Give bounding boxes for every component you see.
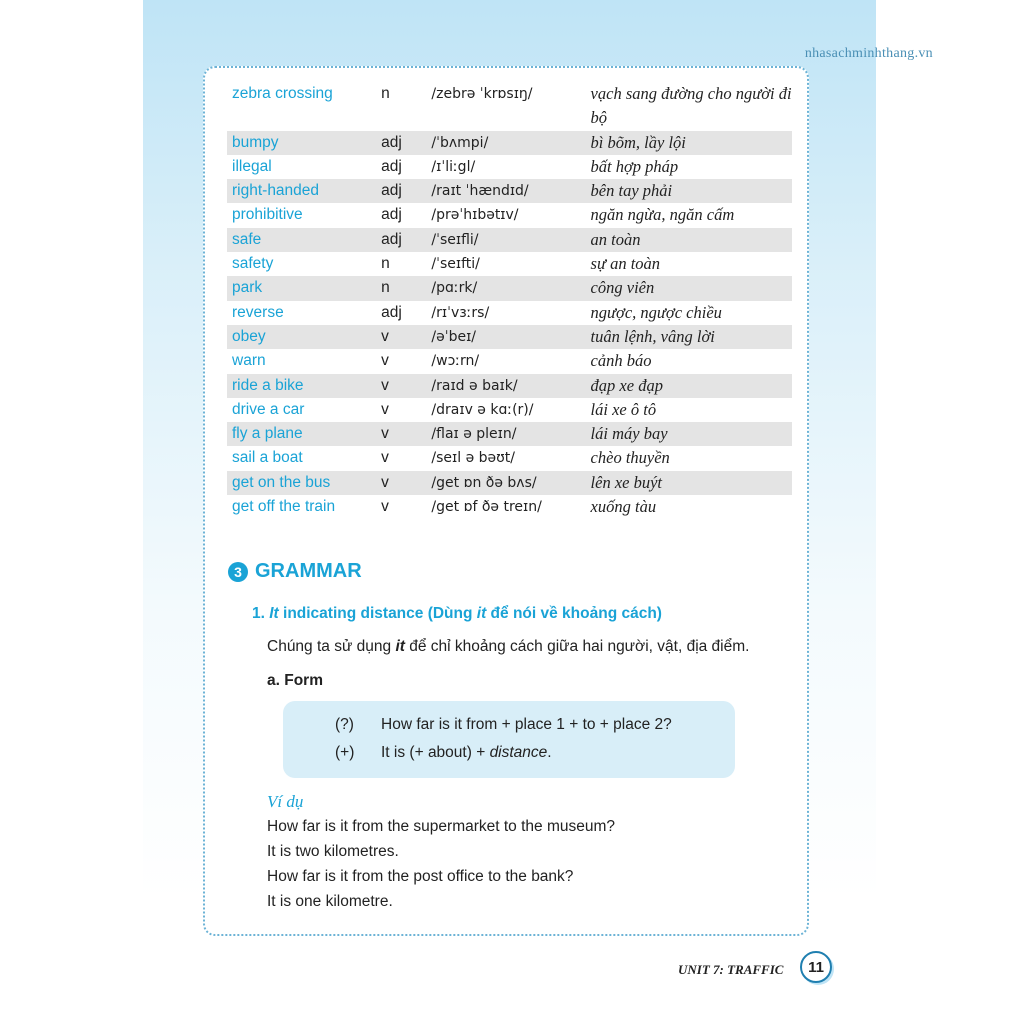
vocab-meaning: sự an toàn xyxy=(590,254,661,274)
vocab-part-of-speech: v xyxy=(381,352,389,370)
vocab-word: bumpy xyxy=(227,131,381,155)
vocab-row xyxy=(227,179,792,203)
vocab-row xyxy=(227,471,792,495)
footer-unit-label: UNIT 7: TRAFFIC xyxy=(678,962,784,977)
vocab-meaning: công viên xyxy=(591,276,792,300)
form-heading: a. Form xyxy=(267,672,323,689)
form-answer-row: (+) It is (+ about) + distance. xyxy=(335,744,552,761)
form-question-row: (?) How far is it from + place 1 + to + place 2? xyxy=(335,716,672,733)
vocab-part-of-speech: adj xyxy=(381,179,431,203)
vocab-ipa: /get ɒn ðə bʌs/ xyxy=(431,471,590,495)
vocab-meaning: cảnh báo xyxy=(590,351,652,371)
vocab-ipa: /wɔːrn/ xyxy=(431,353,480,370)
vocab-row xyxy=(227,155,792,179)
vocabulary-table xyxy=(227,82,792,519)
vocab-part-of-speech: v xyxy=(381,449,389,467)
vocab-row xyxy=(227,131,792,155)
vocab-meaning: bất hợp pháp xyxy=(590,156,679,176)
vocab-ipa: /get ɒf ðə treɪn/ xyxy=(431,499,542,516)
vocab-part-of-speech: adj xyxy=(381,131,431,155)
vocab-row xyxy=(227,82,792,131)
vocab-part-of-speech: v xyxy=(381,422,431,446)
section-grammar-title xyxy=(228,560,362,583)
vocab-part-of-speech: adj xyxy=(381,303,402,321)
form-box xyxy=(283,701,735,778)
vocab-row xyxy=(227,398,792,422)
vocab-row xyxy=(227,349,792,373)
intro-text: Chúng ta sử dụng it để chỉ khoảng cách giữa hai người, vật, địa điểm. xyxy=(267,638,750,655)
vocab-word: prohibitive xyxy=(232,206,303,224)
vocab-word: obey xyxy=(227,325,381,349)
example-line: It is two kilometres. xyxy=(267,843,399,860)
vocab-part-of-speech: v xyxy=(381,325,431,349)
vocab-ipa: /pɑːrk/ xyxy=(431,276,590,300)
vocab-word: reverse xyxy=(232,303,284,321)
vocab-word: safe xyxy=(227,228,381,252)
vocab-meaning: bì bõm, lầy lội xyxy=(591,131,792,155)
vocab-ipa: /raɪd ə baɪk/ xyxy=(431,374,590,398)
vocab-row xyxy=(227,325,792,349)
vocab-part-of-speech: v xyxy=(381,400,389,418)
vocab-part-of-speech: adj xyxy=(381,206,402,224)
example-line: How far is it from the post office to the bank? xyxy=(267,868,574,885)
vocab-row xyxy=(227,495,792,519)
vocab-word: park xyxy=(227,276,381,300)
vocab-meaning: lên xe buýt xyxy=(591,471,792,495)
vocab-part-of-speech: n xyxy=(381,276,431,300)
vocab-ipa: /ˈseɪfli/ xyxy=(431,228,590,252)
vocab-meaning: đạp xe đạp xyxy=(591,374,792,398)
vocab-part-of-speech: n xyxy=(381,85,390,102)
vocab-meaning: ngược, ngược chiều xyxy=(590,302,722,322)
page-number: 11 xyxy=(800,951,832,983)
section-number-badge: 3 xyxy=(228,562,248,582)
vocab-word: fly a plane xyxy=(227,422,381,446)
vocab-ipa: /ˈseɪfti/ xyxy=(431,256,480,273)
vocab-row xyxy=(227,446,792,470)
vocab-part-of-speech: v xyxy=(381,498,389,516)
vocab-ipa: /əˈbeɪ/ xyxy=(431,325,590,349)
vocab-word: get off the train xyxy=(232,498,336,516)
vocab-row xyxy=(227,301,792,325)
vocab-meaning: lái máy bay xyxy=(591,422,792,446)
vocab-part-of-speech: adj xyxy=(381,228,431,252)
vocab-part-of-speech: v xyxy=(381,471,431,495)
vocab-ipa: /ˈbʌmpi/ xyxy=(431,131,590,155)
vocab-row xyxy=(227,276,792,300)
vocab-ipa: /raɪt ˈhændɪd/ xyxy=(431,179,590,203)
vocab-ipa: /ɪˈliːgl/ xyxy=(431,158,476,175)
vocab-meaning: bên tay phải xyxy=(591,179,792,203)
vocab-word: warn xyxy=(232,352,266,370)
example-line: It is one kilometre. xyxy=(267,893,393,910)
section-heading: GRAMMAR xyxy=(255,560,362,582)
vocab-word: sail a boat xyxy=(232,449,303,467)
vocab-word: zebra crossing xyxy=(232,85,333,102)
vocab-part-of-speech: n xyxy=(381,255,390,273)
site-watermark: nhasachminhthang.vn xyxy=(804,46,933,61)
vocab-ipa: /rɪˈvɜːrs/ xyxy=(431,304,490,321)
vocab-ipa: /draɪv ə kɑː(r)/ xyxy=(431,401,534,418)
example-line: How far is it from the supermarket to the museum? xyxy=(267,818,616,835)
vocab-row xyxy=(227,203,792,227)
vocab-meaning: xuống tàu xyxy=(590,497,657,517)
vocab-meaning: tuân lệnh, vâng lời xyxy=(591,325,792,349)
vocab-meaning: an toàn xyxy=(591,228,792,252)
vocab-meaning: ngăn ngừa, ngăn cấm xyxy=(590,205,735,225)
vocab-meaning: vạch sang đường cho người đi bộ xyxy=(590,84,792,128)
vocab-word: drive a car xyxy=(232,400,305,418)
vocab-word: get on the bus xyxy=(227,471,381,495)
vocab-meaning: lái xe ô tô xyxy=(590,399,657,419)
vocab-ipa: /seɪl ə bəʊt/ xyxy=(431,450,516,467)
vocab-word: right-handed xyxy=(227,179,381,203)
vocab-part-of-speech: adj xyxy=(381,157,402,175)
vocab-part-of-speech: v xyxy=(381,374,431,398)
vocab-word: illegal xyxy=(232,157,272,175)
vocab-row xyxy=(227,422,792,446)
vocab-word: safety xyxy=(232,255,274,273)
vocab-ipa: /zebrə ˈkrɒsɪŋ/ xyxy=(431,86,533,102)
vocab-word: ride a bike xyxy=(227,374,381,398)
vocab-ipa: /prəˈhɪbətɪv/ xyxy=(431,207,519,224)
vocab-ipa: /flaɪ ə pleɪn/ xyxy=(431,422,590,446)
vocab-row xyxy=(227,374,792,398)
vocab-row xyxy=(227,252,792,276)
example-label: Ví dụ xyxy=(267,792,304,811)
subsection-heading: 1. It indicating distance (Dùng it để nói về khoảng cách) xyxy=(252,605,662,622)
vocab-row xyxy=(227,228,792,252)
vocab-meaning: chèo thuyền xyxy=(590,448,670,468)
